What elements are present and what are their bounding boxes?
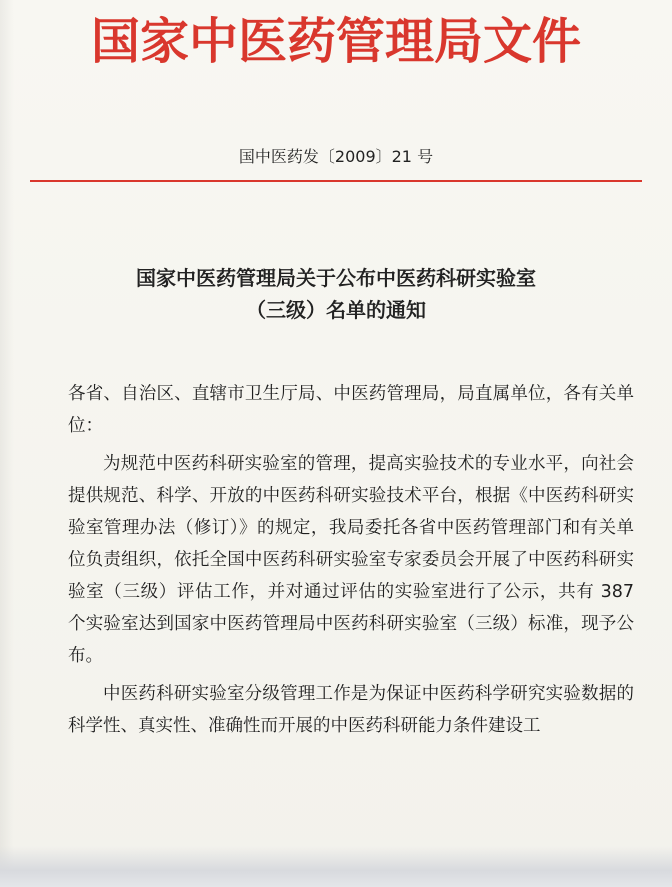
page-bottom-edge bbox=[0, 846, 672, 887]
document-body bbox=[68, 378, 634, 748]
paragraph-2: 中医药科研实验室分级管理工作是为保证中医药科学研究实验数据的科学性、真实性、准确性而开展的中医药科研能力条件建设工 bbox=[68, 684, 634, 736]
paragraph-1: 为规范中医药科研实验室的管理，提高实验技术的专业水平，向社会提供规范、科学、开放的中医药科研实验技术平台，根据《中医药科研实验室管理办法（修订）》的规定，我局委托各省中医药管理部门和有关单位负责组织，依托全国中医药科研实验室专家委员会开展了中医药科研实验室（三级）评估工作，并对通过评估的实验室进行了公示，共有 387 个实验室达到国家中医药管理局中医药科研实验室（三级）标准，现予公布。 bbox=[68, 454, 634, 666]
notice-title bbox=[0, 262, 672, 326]
header-red-rule bbox=[30, 180, 642, 182]
document-header-title: 国家中医药管理局文件 bbox=[90, 12, 581, 70]
salutation: 各省、自治区、直辖市卫生厅局、中医药管理局，局直属单位，各有关单位： bbox=[68, 384, 634, 436]
notice-title-line-2: （三级）名单的通知 bbox=[246, 298, 426, 322]
document-number: 国中医药发〔2009〕21 号 bbox=[238, 147, 434, 166]
notice-title-line-1: 国家中医药管理局关于公布中医药科研实验室 bbox=[136, 266, 536, 290]
